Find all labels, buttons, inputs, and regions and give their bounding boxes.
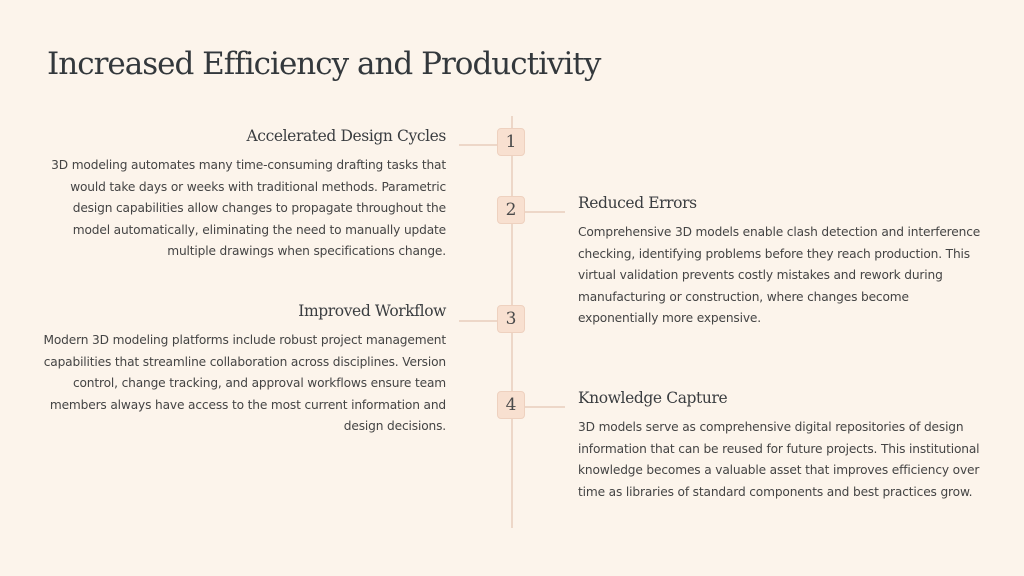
timeline-connector-3 (459, 320, 499, 322)
page-title: Increased Efficiency and Productivity (47, 46, 601, 82)
timeline-item-heading: Improved Workflow (298, 302, 446, 320)
timeline-marker-2: 2 (497, 196, 525, 224)
timeline-item-heading: Knowledge Capture (578, 389, 728, 407)
timeline-item-knowledge-capture (578, 389, 984, 503)
timeline-connector-1 (459, 144, 499, 146)
timeline-marker-4: 4 (497, 391, 525, 419)
timeline-item-body: 3D modeling automates many time-consuming drafting tasks that would take days or weeks with traditional methods. Parametric design capabilities allow changes to propagate throughout the model automatically, eliminating the need to manually update multiple drawings when specifications change. (51, 158, 446, 258)
timeline-item-heading: Accelerated Design Cycles (246, 127, 446, 145)
timeline-connector-4 (525, 406, 565, 408)
timeline-item-improved-workflow (40, 302, 446, 438)
timeline-item-accelerated-design-cycles (40, 127, 446, 263)
timeline-item-body: 3D models serve as comprehensive digital repositories of design information that can be reused for future projects. This institutional knowledge becomes a valuable asset that improves efficiency over time as libraries of standard components and best practices grow. (578, 420, 980, 499)
timeline-item-reduced-errors (578, 194, 984, 330)
timeline-marker-1: 1 (497, 128, 525, 156)
timeline-marker-3: 3 (497, 305, 525, 333)
timeline-item-heading: Reduced Errors (578, 194, 697, 212)
timeline-item-body: Comprehensive 3D models enable clash detection and interference checking, identifying problems before they reach production. This virtual validation prevents costly mistakes and rework during manufacturing or construction, where changes become exponentially more expensive. (578, 225, 981, 325)
timeline-item-body: Modern 3D modeling platforms include robust project management capabilities that streamline collaboration across disciplines. Version control, change tracking, and approval workflows ensure team members always have access to the most current information and design decisions. (43, 333, 446, 433)
timeline-connector-2 (525, 211, 565, 213)
